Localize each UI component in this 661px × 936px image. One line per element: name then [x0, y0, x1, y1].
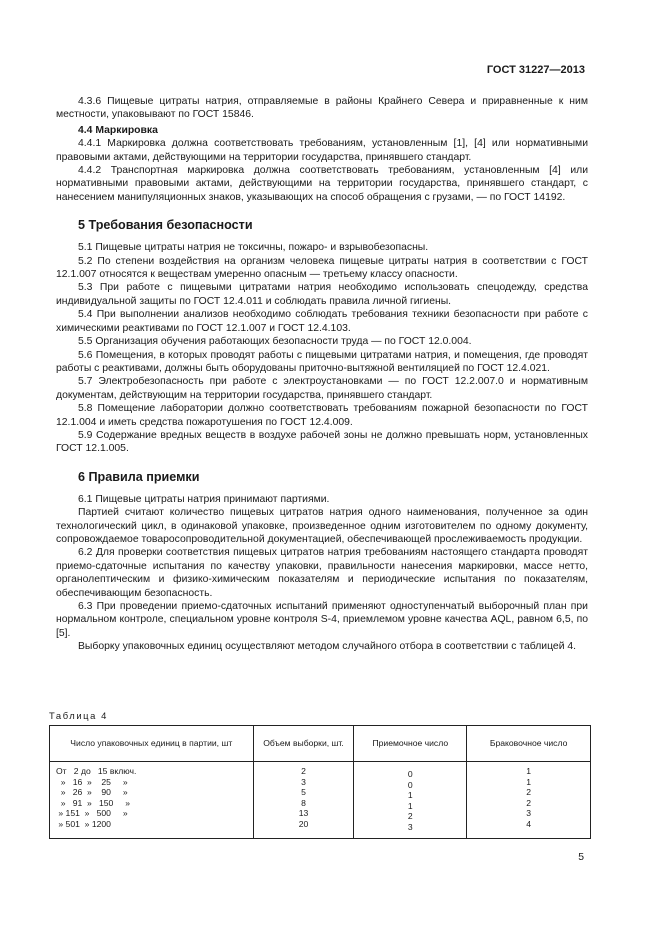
acceptance-number: 1 — [407, 790, 413, 801]
lot-range: » 151 » 500 » — [56, 808, 128, 819]
acceptance-number: 2 — [407, 811, 413, 822]
paragraph-5-9: 5.9 Содержание вредных веществ в воздухе рабочей зоны не должно превышать норм, установленных ГОСТ 12.1.005. — [56, 429, 588, 455]
header-sample-size: Объем выборки, шт. — [253, 726, 354, 762]
lot-range: » 91 » 150 » — [56, 797, 131, 808]
lot-size-cell — [50, 762, 254, 839]
paragraph-sampling: Выборку упаковочных единиц осуществляют методом случайного отбора в соответствии с таблицей 4. — [78, 641, 577, 653]
sample-size: 3 — [301, 776, 306, 787]
paragraph-4-4-2: 4.4.2 Транспортная маркировка должна соответствовать требованиям, установленным [4] или нормативными правовыми актами, действующими на территории государства, принявшего стандарт, с нанесением манипуляционных знаков, указывающих на способ обращения с грузами, — по ГОСТ 14192. — [56, 165, 588, 203]
paragraph-4-3-6: 4.3.6 Пищевые цитраты натрия, отправляемые в районы Крайнего Севера и приравненные к ним местности, упаковывают по ГОСТ 15846. — [56, 96, 588, 121]
lot-size-list — [54, 766, 249, 830]
sample-size: 20 — [298, 818, 309, 829]
acceptance-number: 0 — [407, 769, 413, 779]
table-header-row — [50, 726, 591, 762]
lot-range: » 16 » 25 » — [56, 776, 128, 787]
rejection-number: 4 — [526, 818, 531, 829]
header-rejection-number: Браковочное число — [467, 726, 591, 762]
paragraph-5-8: 5.8 Помещение лаборатории должно соответствовать требованиям пожарной безопасности по ГОСТ 12.1.004 и иметь средства пожаротушения по ГОСТ 12.4.009. — [56, 403, 588, 428]
paragraph-5-3: 5.3 При работе с пищевыми цитратами натрия необходимо использовать спецодежду, средства индивидуальной защиты по ГОСТ 12.4.011 и соблюдать правила личной гигиены. — [56, 282, 588, 307]
sample-size: 2 — [301, 766, 306, 776]
rejection-number: 1 — [526, 766, 531, 776]
acceptance-number: 1 — [407, 800, 413, 811]
table-row — [50, 762, 591, 839]
header-acceptance-number: Приемочное число — [354, 726, 467, 762]
sample-size-cell — [253, 762, 354, 839]
sample-size: 13 — [298, 808, 309, 819]
paragraph-4-4-1: 4.4.1 Маркировка должна соответствовать требованиям, установленным [1], [4] или нормативными правовыми актами, действующими на территории государства, принявшего стандарт. — [56, 138, 588, 163]
sample-size: 5 — [301, 787, 306, 798]
paragraph-5-2: 5.2 По степени воздействия на организм человека пищевые цитраты натрия в соответствии с ГОСТ 12.1.007 относятся к веществам умеренно опасным — третьему классу опасности. — [56, 255, 588, 281]
rejection-number-cell — [467, 762, 591, 839]
page-number: 5 — [578, 852, 584, 863]
table-caption: Таблица 4 — [49, 710, 108, 721]
acceptance-number-cell — [354, 762, 467, 839]
header-lot-size: Число упаковочных единиц в партии, шт — [50, 726, 254, 762]
paragraph-lot-definition: Партией считают количество пищевых цитратов натрия одного наименования, полученное за один технологический цикл, в одинаковой упаковке, произведенное одним изготовителем по одному документу, сопровождаемое товаросопроводительной документацией, обеспечивающей прослеживаемость продукции. — [56, 507, 588, 545]
paragraph-6-2: 6.2 Для проверки соответствия пищевых цитратов натрия требованиям настоящего стандарта проводят приемо-сдаточные испытания по качеству упаковки, правильности нанесения маркировки, массе нетто, органолептическим и физико-химическим показателям и периодические испытания по показателям, обеспечивающим безопасность. — [56, 547, 588, 599]
acceptance-number: 3 — [407, 821, 413, 832]
subheading-marking: 4.4 Маркировка — [78, 124, 158, 136]
sample-size: 8 — [301, 797, 306, 808]
paragraph-5-7: 5.7 Электробезопасность при работе с электроустановками — по ГОСТ 12.2.007.0 и нормативным документам, действующим на территории государства, принявшего стандарт. — [56, 376, 588, 401]
document-header: ГОСТ 31227—2013 — [486, 64, 585, 76]
lot-range: От 2 до 15 включ. — [56, 766, 137, 776]
rejection-number: 1 — [526, 776, 531, 787]
page-body — [56, 95, 588, 654]
sampling-table — [49, 725, 591, 839]
rejection-number: 2 — [526, 797, 531, 808]
acceptance-number: 0 — [407, 779, 413, 790]
rejection-number: 3 — [526, 808, 531, 819]
paragraph-6-3: 6.3 При проведении приемо-сдаточных испытаний применяют одноступенчатый выборочный план при нормальном контроле, специальном уровне контроля S-4, приемлемом уровне качества AQL, равном 6,5, по [5]. — [56, 601, 588, 639]
lot-range: » 501 » 1200 — [56, 818, 111, 829]
section-5-title: 5 Требования безопасности — [78, 218, 253, 233]
paragraph-5-4: 5.4 При выполнении анализов необходимо соблюдать требования техники безопасности при работе с химическими реактивами по ГОСТ 12.1.007 и ГОСТ 12.4.103. — [56, 309, 588, 334]
paragraph-5-6: 5.6 Помещения, в которых проводят работы с пищевыми цитратами натрия, и помещения, где проводят работы с реактивами, должны быть оборудованы приточно-вытяжной вентиляцией по ГОСТ 12.4.021. — [56, 349, 588, 374]
rejection-number: 2 — [526, 787, 531, 798]
paragraph-5-5: 5.5 Организация обучения работающих безопасности труда — по ГОСТ 12.0.004. — [78, 336, 472, 348]
section-6-title: 6 Правила приемки — [78, 469, 200, 484]
lot-range: » 26 » 90 » — [56, 787, 128, 798]
paragraph-6-1: 6.1 Пищевые цитраты натрия принимают партиями. — [78, 493, 330, 505]
paragraph-5-1: 5.1 Пищевые цитраты натрия не токсичны, пожаро- и взрывобезопасны. — [78, 242, 429, 254]
